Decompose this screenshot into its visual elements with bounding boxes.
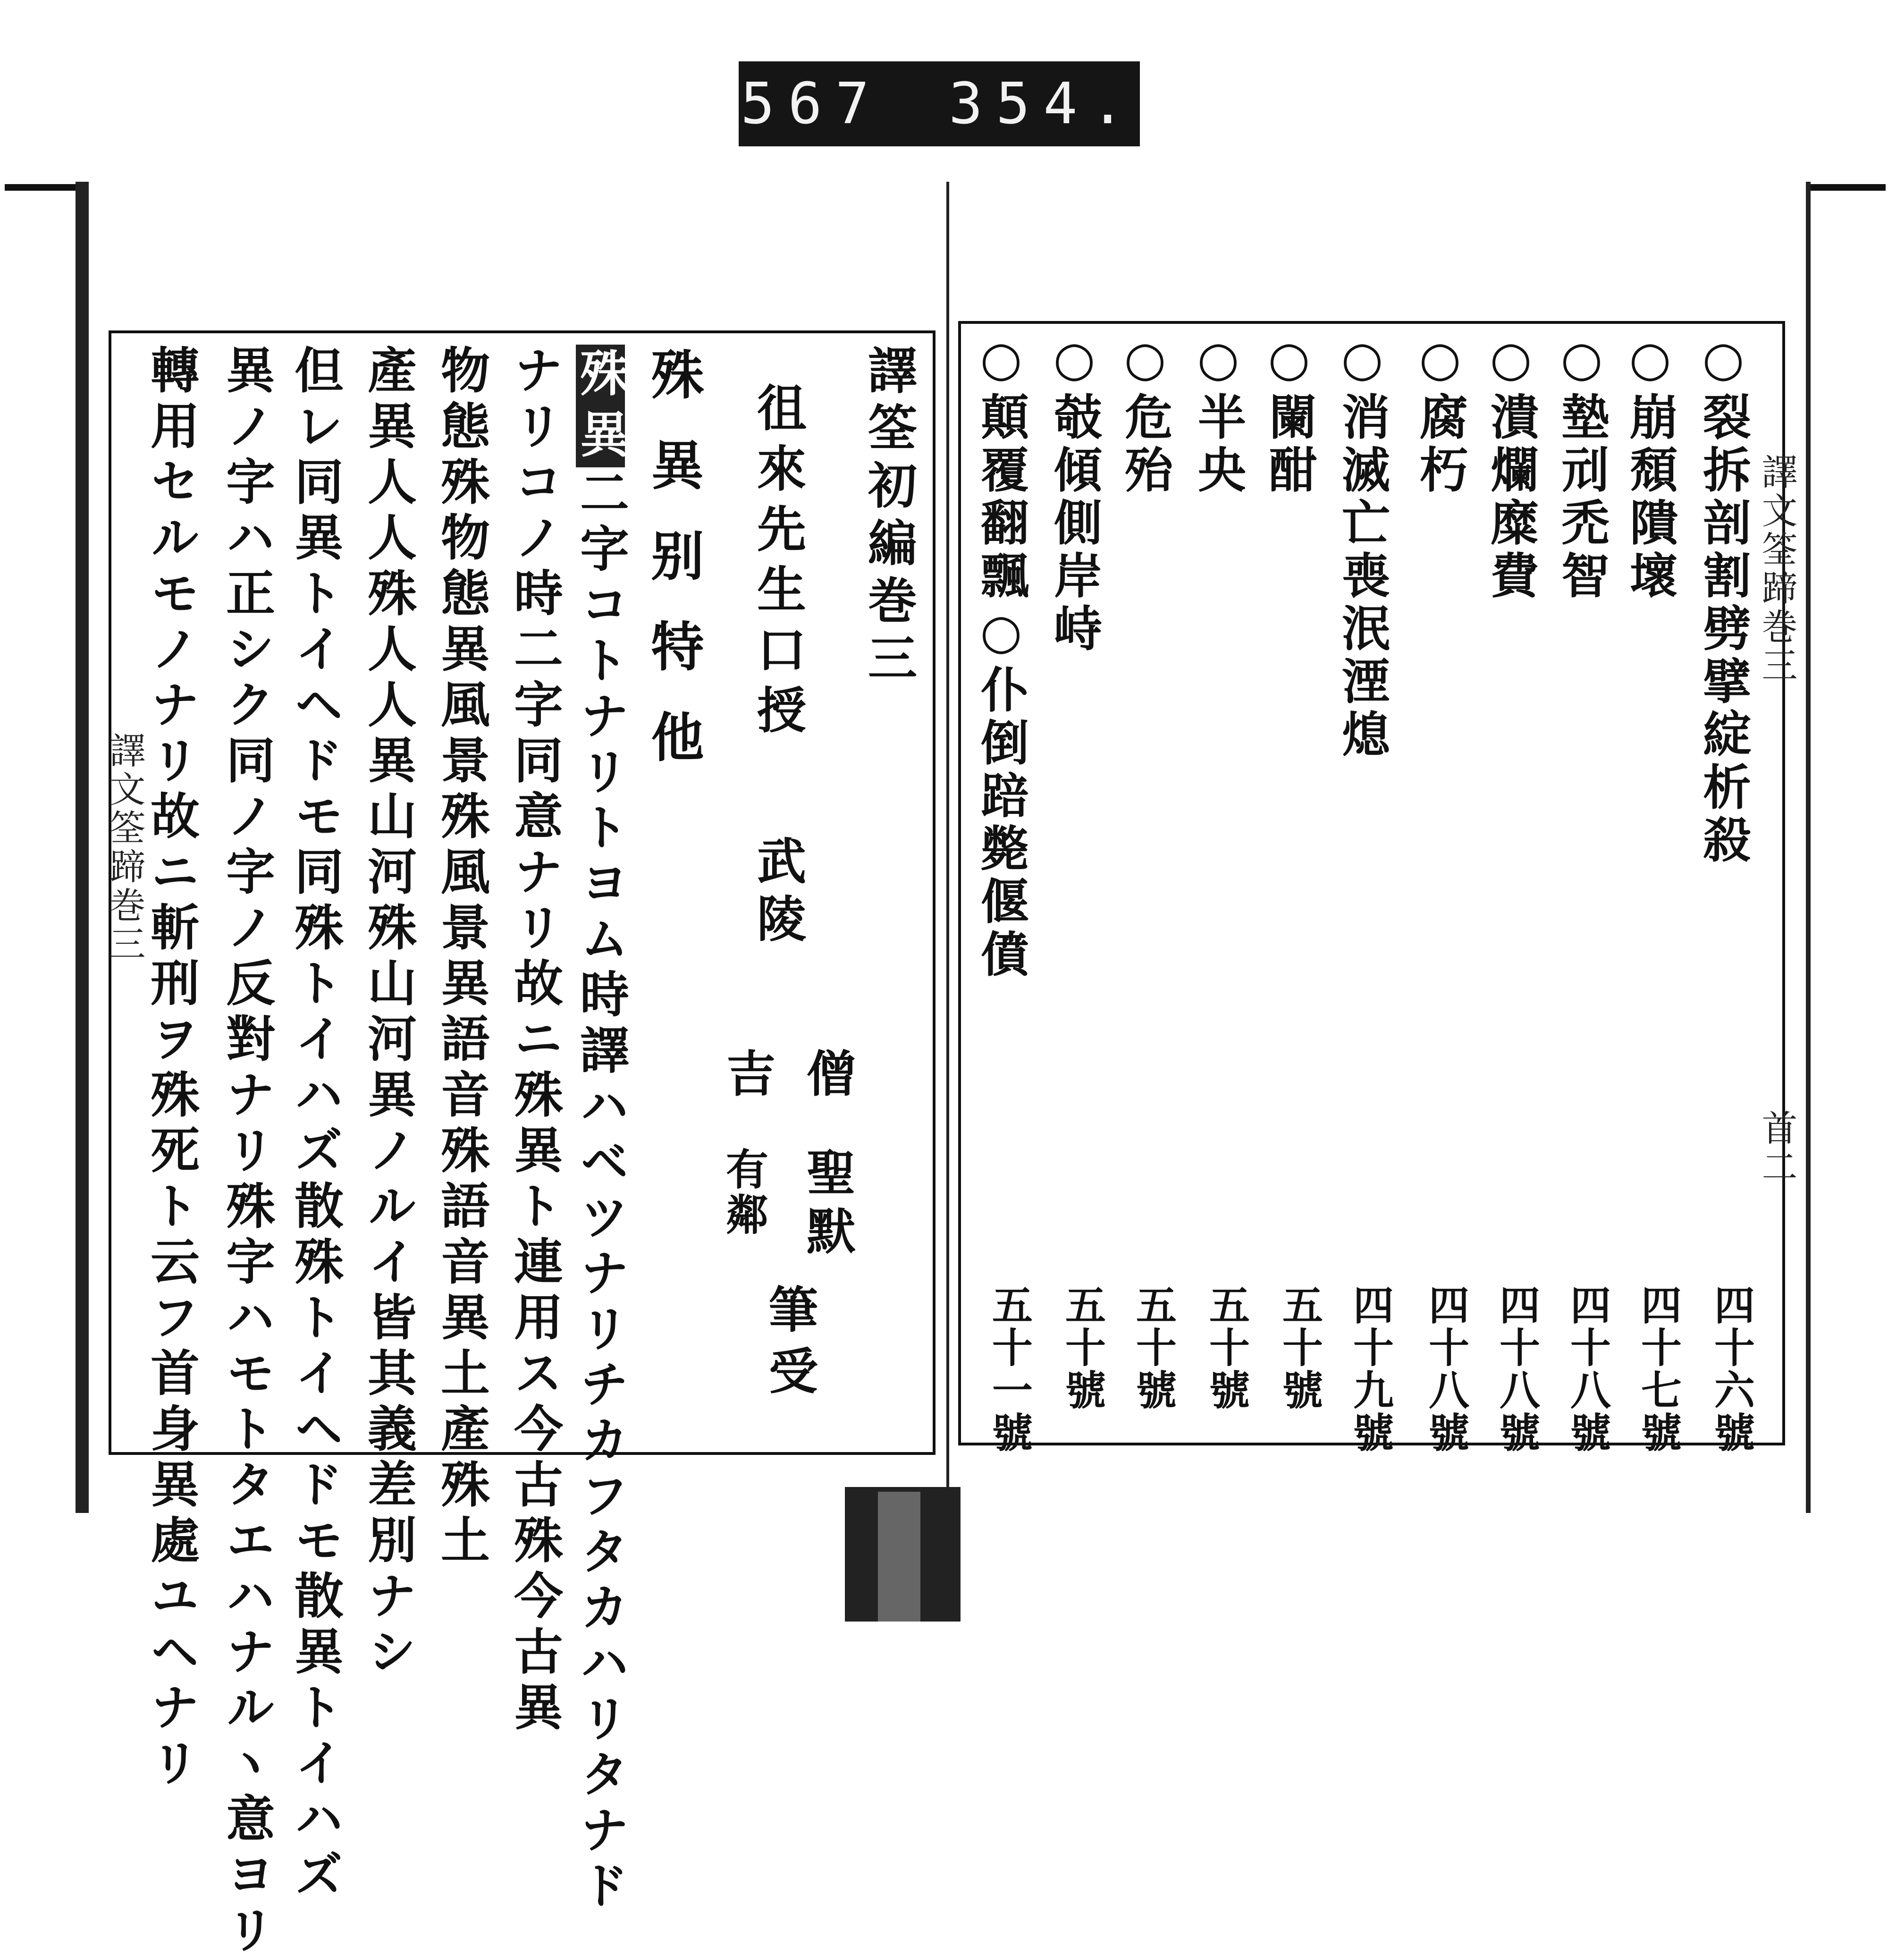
text-column-3: 物態殊物態異風景殊風景異語音殊語音異土產殊土 (432, 345, 490, 1570)
entry-number-9: 五十號 (1129, 1284, 1177, 1411)
right-entry-7-text: 闌酣 (1261, 392, 1317, 498)
entry-number-1: 四十六號 (1707, 1284, 1755, 1454)
right-entry-3-text: 墊刓禿智 (1553, 392, 1610, 603)
circle-marker-2: ○ (1622, 330, 1678, 392)
entry-mark-char-1: 殊 (576, 345, 625, 406)
monk-name: 聖默 (798, 1147, 856, 1264)
text-column-1 (572, 345, 630, 1916)
right-entry-11 (973, 330, 1029, 982)
heading-row (642, 347, 704, 800)
right-entry-2 (1622, 330, 1678, 603)
right-entry-4-text: 潰爛糜費 (1483, 392, 1539, 603)
right-entry-6-text: 消滅亡喪泯湮熄 (1334, 392, 1391, 762)
circle-marker-4: ○ (1483, 330, 1539, 392)
heading-char-5: 他 (642, 710, 704, 800)
right-entry-6 (1334, 330, 1391, 762)
circle-marker-8: ○ (1190, 330, 1247, 392)
entry-number-5: 四十八號 (1422, 1284, 1469, 1454)
right-entry-5-text: 腐朽 (1412, 392, 1468, 498)
circle-marker-10: ○ (1046, 330, 1103, 392)
circle-marker-sub: ○ (973, 603, 1029, 665)
right-entry-8-text: 半央 (1190, 392, 1247, 498)
circle-marker-6: ○ (1334, 330, 1391, 392)
heading-char-3: 别 (642, 528, 704, 619)
right-entry-4 (1483, 330, 1539, 603)
right-entry-7 (1261, 330, 1317, 498)
circle-marker-5: ○ (1412, 330, 1468, 392)
right-entry-3 (1553, 330, 1610, 603)
call-number-left: 567 (741, 71, 883, 137)
book-title: 譯筌初編巻三 (860, 345, 918, 690)
entry-mark-char-2: 異 (576, 406, 625, 467)
circle-marker-9: ○ (1117, 330, 1173, 392)
heading-char-1: 殊 (642, 347, 704, 438)
call-number-label (739, 61, 1140, 146)
left-edge-title: 譯文筌蹄巻三 (104, 732, 146, 964)
entry-number-6: 四十九號 (1346, 1284, 1394, 1454)
call-number-right: 354. (948, 71, 1138, 137)
book-spine-highlight (878, 1492, 920, 1622)
entry-number-10: 五十號 (1058, 1284, 1106, 1411)
right-entry-2-text: 崩頹隤壞 (1622, 392, 1678, 603)
circle-marker-7: ○ (1261, 330, 1317, 392)
heading-char-2: 異 (642, 438, 704, 528)
circle-marker-1: ○ (1695, 330, 1752, 392)
entry-number-7: 五十號 (1275, 1284, 1323, 1411)
entry-number-11: 五十一號 (985, 1284, 1033, 1454)
entry-number-8: 五十號 (1202, 1284, 1250, 1411)
right-sub-entry-text: 仆倒踣斃偃僨 (973, 665, 1029, 982)
right-entry-5 (1412, 330, 1468, 498)
circle-marker-3: ○ (1553, 330, 1610, 392)
right-entry-8 (1190, 330, 1247, 498)
text-column-4: 產異人人殊人人異山河殊山河異ノルイ皆其義差別ナシ (359, 345, 417, 1681)
monk-label: 僧 (798, 1048, 856, 1104)
column-1-text: 二字コトナリトヨム時譯ハベツナリチカフタカハリタナド (572, 467, 630, 1916)
author-line: 徂來先生口授 (749, 382, 807, 745)
heading-char-4: 特 (642, 619, 704, 710)
right-edge-title: 譯文筌蹄巻三 (1756, 453, 1798, 685)
scribe-surname: 吉 (718, 1048, 776, 1104)
place-name: 武陵 (749, 836, 807, 951)
text-column-2: ナリコノ時二字同意ナリ故ニ殊異ト連用ス今古殊今古異 (506, 345, 564, 1737)
right-entry-10 (1046, 330, 1103, 656)
scribe-role: 筆受 (760, 1284, 818, 1407)
entry-number-3: 四十八號 (1563, 1284, 1611, 1454)
entry-number-4: 四十八號 (1492, 1284, 1540, 1454)
right-entry-1 (1695, 330, 1752, 868)
scribe-name: 有鄰 (718, 1147, 768, 1238)
right-entry-1-text: 裂拆剖割劈擘綻析殺 (1695, 392, 1752, 868)
text-column-5: 但レ同異トイヘドモ同殊トイハズ散殊トイヘドモ散異トイハズ (286, 345, 344, 1904)
right-entry-9 (1117, 330, 1173, 498)
entry-number-2: 四十七號 (1634, 1284, 1682, 1454)
circle-marker-11: ○ (973, 330, 1029, 392)
text-column-6: 異ノ字ハ正シク同ノ字ノ反對ナリ殊字ハモトタエハナルヽ意ヨリ (218, 345, 276, 1960)
text-column-7: 轉用セルモノナリ故ニ斬刑ヲ殊死ト云フ首身異處ユヘナリ (142, 345, 200, 1793)
right-entry-9-text: 危殆 (1117, 392, 1173, 498)
right-edge-page: 首二 (1756, 1109, 1798, 1187)
right-entry-10-text: 攲傾側岸峙 (1046, 392, 1103, 656)
entry-mark (572, 345, 630, 467)
right-entry-11-text: 顛覆翻飄 (973, 392, 1029, 603)
